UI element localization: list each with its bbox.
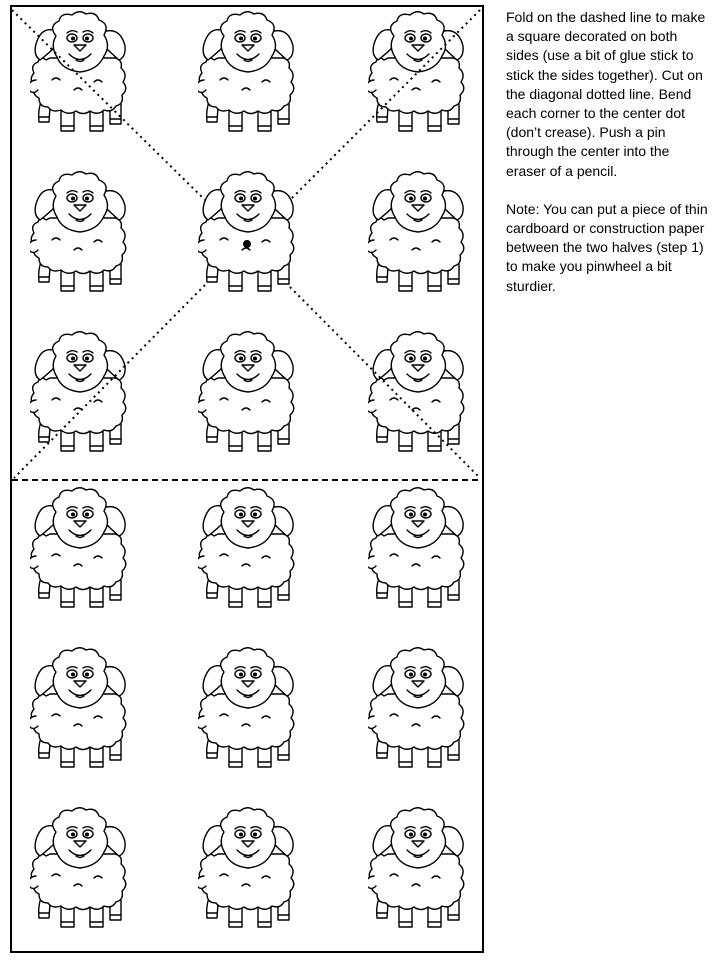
center-dot (243, 240, 251, 248)
instructions-text: Fold on the dashed line to make a square decorated on both sides (use a bit of glue stick to stick the sides together). Cut on the diagonal dotted line. Bend each corner to the center dot (don’t crease). Push a pin through the center into the eraser of a pencil. (506, 9, 706, 179)
note-text: Note: You can put a piece of thin cardboard or construction paper between the two halves (step 1) to make you pinwheel a bit sturdier. (506, 200, 708, 294)
instructions-panel (506, 8, 712, 315)
